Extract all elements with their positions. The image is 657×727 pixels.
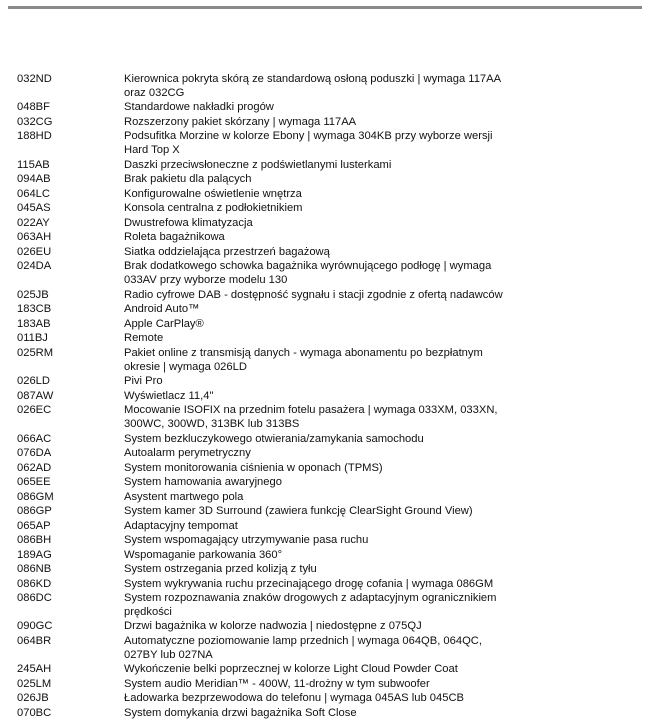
- option-row: [17, 231, 637, 245]
- option-code: 086DC: [17, 592, 52, 605]
- option-code: 025LM: [17, 677, 52, 690]
- option-description: Wykończenie belki poprzecznej w kolorze Light Cloud Powder Coat: [124, 663, 458, 676]
- option-row: [17, 260, 637, 288]
- option-description: Remote: [124, 332, 164, 345]
- option-description: Siatka oddzielająca przestrzeń bagażową: [124, 245, 330, 258]
- option-row: [17, 620, 637, 634]
- option-description: System kamer 3D Surround (zawiera funkcję ClearSight Ground View): [124, 505, 473, 518]
- option-row: [17, 188, 637, 202]
- option-description: Dwustrefowa klimatyzacja: [124, 216, 253, 229]
- option-row: [17, 173, 637, 187]
- option-description: Daszki przeciwsłoneczne z podświetlanymi lusterkami: [124, 158, 392, 171]
- option-row: [17, 404, 637, 432]
- option-row: [17, 505, 637, 519]
- option-description: Roleta bagażnikowa: [124, 231, 225, 244]
- option-row: [17, 707, 637, 721]
- option-row: [17, 375, 637, 389]
- option-description: Standardowe nakładki progów: [124, 101, 274, 114]
- option-description: System audio Meridian™ - 400W, 11-drożny w tym subwoofer: [124, 677, 430, 690]
- option-row: [17, 289, 637, 303]
- option-description: Konsola centralna z podłokietnikiem: [124, 202, 303, 215]
- option-row: [17, 563, 637, 577]
- option-description: Kierownica pokryta skórą ze standardową osłoną poduszki | wymaga 117AA oraz 032CG: [124, 73, 501, 99]
- option-code: 064LC: [17, 187, 50, 200]
- option-code: 189AG: [17, 548, 52, 561]
- option-row: [17, 332, 637, 346]
- option-code: 026EU: [17, 245, 52, 258]
- option-row: [17, 130, 637, 158]
- option-description: System bezkluczykowego otwierania/zamykania samochodu: [124, 432, 424, 445]
- option-code: 086BH: [17, 534, 52, 547]
- option-row: [17, 462, 637, 476]
- option-description: Adaptacyjny tempomat: [124, 519, 238, 532]
- option-code: 188HD: [17, 130, 52, 143]
- option-row: [17, 592, 637, 620]
- option-description: Pakiet online z transmisją danych - wymaga abonamentu po bezpłatnym okresie | wymaga 026LD: [124, 346, 483, 373]
- option-description: System ostrzegania przed kolizją z tyłu: [124, 563, 317, 576]
- option-row: [17, 534, 637, 548]
- option-code: 025RM: [17, 346, 54, 359]
- option-description: Wyświetlacz 11,4": [124, 389, 214, 402]
- option-row: [17, 491, 637, 505]
- option-code: 025JB: [17, 288, 49, 301]
- option-code: 026JB: [17, 692, 49, 705]
- option-description: System domykania drzwi bagażnika Soft Close: [124, 706, 357, 719]
- option-code: 048BF: [17, 101, 50, 114]
- option-row: [17, 347, 637, 375]
- option-row: [17, 246, 637, 260]
- option-description: Ładowarka bezprzewodowa do telefonu | wymaga 045AS lub 045CB: [124, 692, 464, 705]
- option-description: Rozszerzony pakiet skórzany | wymaga 117AA: [124, 115, 357, 128]
- option-code: 026EC: [17, 404, 52, 417]
- option-code: 065AP: [17, 519, 51, 532]
- option-code: 026LD: [17, 375, 50, 388]
- option-row: [17, 217, 637, 231]
- option-code: 086NB: [17, 563, 52, 576]
- option-row: [17, 390, 637, 404]
- option-description: Mocowanie ISOFIX na przednim fotelu pasażera | wymaga 033XM, 033XN, 300WC, 300WD, 313BK lub 313BS: [124, 404, 498, 431]
- options-list: [17, 73, 637, 721]
- option-description: System rozpoznawania znaków drogowych z adaptacyjnym ogranicznikiem prędkości: [124, 592, 497, 618]
- option-row: [17, 678, 637, 692]
- option-row: [17, 476, 637, 490]
- option-code: 087AW: [17, 389, 54, 402]
- option-code: 062AD: [17, 461, 52, 474]
- option-code: 086GP: [17, 505, 52, 518]
- option-code: 024DA: [17, 260, 52, 273]
- option-description: System monitorowania ciśnienia w oponach (TPMS): [124, 461, 383, 474]
- option-description: Drzwi bagażnika w kolorze nadwozia | niedostępne z 075QJ: [124, 620, 422, 633]
- option-code: 245AH: [17, 663, 52, 676]
- option-row: [17, 578, 637, 592]
- option-code: 090GC: [17, 620, 53, 633]
- option-description: System wspomagający utrzymywanie pasa ruchu: [124, 534, 369, 547]
- option-description: Asystent martwego pola: [124, 490, 244, 503]
- option-row: [17, 447, 637, 461]
- option-description: System hamowania awaryjnego: [124, 476, 282, 489]
- option-row: [17, 73, 637, 101]
- option-code: 011BJ: [17, 332, 48, 345]
- option-description: Autoalarm perymetryczny: [124, 447, 251, 460]
- option-row: [17, 663, 637, 677]
- option-row: [17, 159, 637, 173]
- option-row: [17, 635, 637, 663]
- option-description: System wykrywania ruchu przecinającego drogę cofania | wymaga 086GM: [124, 577, 494, 590]
- option-code: 032ND: [17, 73, 52, 85]
- option-description: Brak pakietu dla palących: [124, 173, 252, 186]
- option-description: Apple CarPlay®: [124, 317, 204, 330]
- option-code: 066AC: [17, 432, 52, 445]
- option-row: [17, 520, 637, 534]
- option-description: Podsufitka Morzine w kolorze Ebony | wymaga 304KB przy wyborze wersji Hard Top X: [124, 130, 493, 157]
- option-row: [17, 303, 637, 317]
- option-row: [17, 101, 637, 115]
- option-row: [17, 202, 637, 216]
- option-row: [17, 549, 637, 563]
- option-description: Radio cyfrowe DAB - dostępność sygnału i stacji zgodnie z ofertą nadawców: [124, 288, 503, 301]
- option-code: 115AB: [17, 158, 50, 171]
- option-code: 070BC: [17, 706, 52, 719]
- option-description: Android Auto™: [124, 303, 200, 316]
- option-code: 086KD: [17, 577, 52, 590]
- option-code: 086GM: [17, 490, 54, 503]
- option-row: [17, 318, 637, 332]
- option-code: 063AH: [17, 231, 52, 244]
- option-code: 064BR: [17, 634, 52, 647]
- option-code: 022AY: [17, 216, 50, 229]
- option-row: [17, 433, 637, 447]
- option-code: 183AB: [17, 317, 51, 330]
- option-description: Pivi Pro: [124, 375, 163, 388]
- option-row: [17, 116, 637, 130]
- option-code: 094AB: [17, 173, 51, 186]
- option-code: 183CB: [17, 303, 52, 316]
- option-description: Konfigurowalne oświetlenie wnętrza: [124, 187, 302, 200]
- option-description: Brak dodatkowego schowka bagażnika wyrównującego podłogę | wymaga 033AV przy wyborze modelu 130: [124, 260, 492, 287]
- option-code: 076DA: [17, 447, 52, 460]
- option-description: Wspomaganie parkowania 360°: [124, 548, 283, 561]
- option-code: 032CG: [17, 115, 53, 128]
- option-description: Automatyczne poziomowanie lamp przednich | wymaga 064QB, 064QC, 027BY lub 027NA: [124, 634, 482, 661]
- option-code: 065EE: [17, 476, 51, 489]
- option-code: 045AS: [17, 202, 51, 215]
- top-divider: [8, 6, 642, 9]
- option-row: [17, 692, 637, 706]
